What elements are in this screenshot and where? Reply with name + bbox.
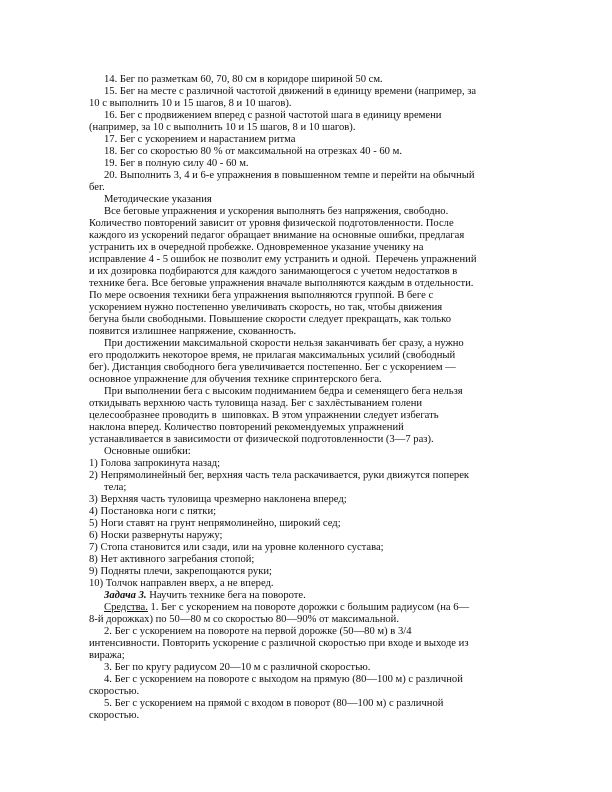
line-text: 15. Бег на месте с различной частотой движений в единицу времени (например, за [104,86,477,97]
text-line [89,398,422,410]
line-text: 19. Бег в полную силу 40 - 60 м. [104,158,249,169]
text-line [104,146,402,158]
line-text: 1. Бег с ускорением на повороте дорожки с большим радиусом (на 6— [147,602,470,613]
line-text: 2. Бег с ускорением на повороте на первой дорожке (50—80 м) в 3/4 [104,626,412,637]
text-line [104,110,441,122]
text-line [89,638,469,650]
text-line [89,410,439,422]
line-text: устанавливается в зависимости от физической подготовленности (3—7 раз). [89,434,434,445]
text-line [104,698,443,710]
text-line [89,302,442,314]
text-line [89,650,125,662]
line-text: интенсивности. Повторить ускорение с различной скоростью при входе и выходе из [89,638,469,649]
line-text: 1) Голова запрокинута назад; [89,458,221,469]
text-line [104,206,448,218]
line-text: 9) Подняты плечи, закрепощаются руки; [89,566,272,577]
line-text: и их дозировка подбираются для каждого занимающегося с учетом недостатков в [89,266,458,277]
text-line [89,470,469,482]
line-text: виража; [89,650,125,661]
line-label: Задача 3. [104,590,147,601]
line-text: 10 с выполнить 10 и 15 шагов, 8 и 10 шагов). [89,98,292,109]
text-line [104,158,249,170]
text-line [104,626,412,638]
line-text: 18. Бег со скоростью 80 % от максимальной на отрезках 40 - 60 м. [104,146,402,157]
text-line [89,506,216,518]
line-text: Количество повторений зависит от уровня физической подготовленности. После [89,218,454,229]
text-line [104,194,212,206]
line-text: устранить их в очередной пробежке. Одновременное указание ученику на [89,242,424,253]
text-line [89,314,451,326]
text-line [89,122,355,134]
text-line [89,230,464,242]
text-line [89,266,457,278]
line-text: Все беговые упражнения и ускорения выполнять без напряжения, свободно. [104,206,449,217]
line-text: каждого из ускорений педагог обращает внимание на основные ошибки, предлагая [89,230,465,241]
line-text: 6) Носки развернуты наружу; [89,530,223,541]
line-text: откидывать верхнюю часть туловища назад. Бег с захлёстыванием голени [89,398,423,409]
line-text: 3. Бег по кругу радиусом 20—10 м с различной скоростью. [104,662,371,673]
text-line [104,662,370,674]
line-text: скоростью. [89,710,140,721]
text-line [104,482,126,494]
line-text: 3) Верхняя часть туловища чрезмерно наклонена вперед; [89,494,347,505]
text-line [89,458,220,470]
line-text: 8) Нет активного загребания стопой; [89,554,255,565]
line-text: основное упражнение для обучения технике спринтерского бега. [89,374,382,385]
line-text: Научить технике бега на повороте. [146,590,306,601]
line-text: 2) Непрямолинейный бег, верхняя часть тела раскачивается, руки движутся поперек [89,470,470,481]
line-text: появится излишнее напряжение, скованность. [89,326,297,337]
text-line [89,710,139,722]
line-text: бегуна были свободными. Повышение скорости следует прекращать, как только [89,314,452,325]
line-text: скоростью. [89,686,140,697]
line-label: Средства. [104,602,148,613]
text-line [89,554,254,566]
text-line [104,86,476,98]
line-text: бег). Дистанция свободного бега увеличивается постепенно. Бег с ускорением — [89,362,456,373]
line-text: По мере освоения техники бега упражнения выполняются группой. В беге с [89,290,434,301]
text-line [104,74,383,86]
line-text: исправление 4 - 5 ошибок не позволит ему устранить и одной. Перечень упражнений [89,254,477,265]
line-text: Основные ошибки: [104,446,191,457]
text-line [89,494,347,506]
text-line [89,290,433,302]
line-text: целесообразнее проводить в шиповках. В этом упражнении следует избегать [89,410,439,421]
line-text: Методические указания [104,194,212,205]
line-text: 17. Бег с ускорением и нарастанием ритма [104,134,296,145]
text-line [89,542,384,554]
text-line [104,134,296,146]
line-text: ускорением нужно постепенно увеличивать скорость, но так, чтобы движения [89,302,443,313]
text-line [89,434,434,446]
text-line [89,350,455,362]
text-line [89,578,274,590]
text-line [89,374,382,386]
text-line [89,686,139,698]
text-line [89,182,105,194]
line-text: 10) Толчок направлен вверх, а не вперед. [89,578,274,589]
line-text: 5. Бег с ускорением на прямой с входом в поворот (80—100 м) с различной [104,698,444,709]
line-text: тела; [104,482,127,493]
text-line [89,614,399,626]
line-text: 16. Бег с продвижением вперед с разной частотой шага в единицу времени [104,110,442,121]
text-line [104,170,475,182]
text-line [89,218,454,230]
text-line [89,254,477,266]
line-text: При достижении максимальной скорости нельзя заканчивать бег сразу, а нужно [104,338,464,349]
text-line [104,590,306,602]
line-text: наклона вперед. Количество повторений рекомендуемых упражнений [89,422,404,433]
line-text: 8-й дорожках) по 50—80 м со скоростью 80—90% от максимальной. [89,614,399,625]
text-line [104,674,463,686]
line-text: технике бега. Все беговые упражнения вначале выполняются каждым в отдельности. [89,278,474,289]
line-text: 20. Выполнить 3, 4 и 6-е упражнения в повышенном темпе и перейти на обычный [104,170,475,181]
line-text: 7) Стопа становится или сзади, или на уровне коленного сустава; [89,542,384,553]
text-line [104,338,464,350]
line-text: 5) Ноги ставят на грунт непрямолинейно, широкий сед; [89,518,341,529]
line-text: его продолжить некоторое время, не прилагая максимальных усилий (свободный [89,350,456,361]
text-line [89,278,473,290]
text-line [89,530,222,542]
text-line [89,326,296,338]
line-text: 14. Бег по разметкам 60, 70, 80 см в коридоре шириной 50 см. [104,74,383,85]
text-line [89,566,272,578]
text-line [104,386,463,398]
text-line [89,362,456,374]
text-line [89,98,292,110]
text-line [104,446,191,458]
line-text: При выполнении бега с высоким подниманием бедра и семенящего бега нельзя [104,386,463,397]
line-text: (например, за 10 с выполнить 10 и 15 шагов, 8 и 10 шагов). [89,122,356,133]
line-text: 4. Бег с ускорением на повороте с выходом на прямую (80—100 м) с различной [104,674,463,685]
text-line [89,422,404,434]
text-line [104,602,469,614]
line-text: бег. [89,182,105,193]
text-line [89,518,341,530]
line-text: 4) Постановка ноги с пятки; [89,506,217,517]
text-line [89,242,423,254]
